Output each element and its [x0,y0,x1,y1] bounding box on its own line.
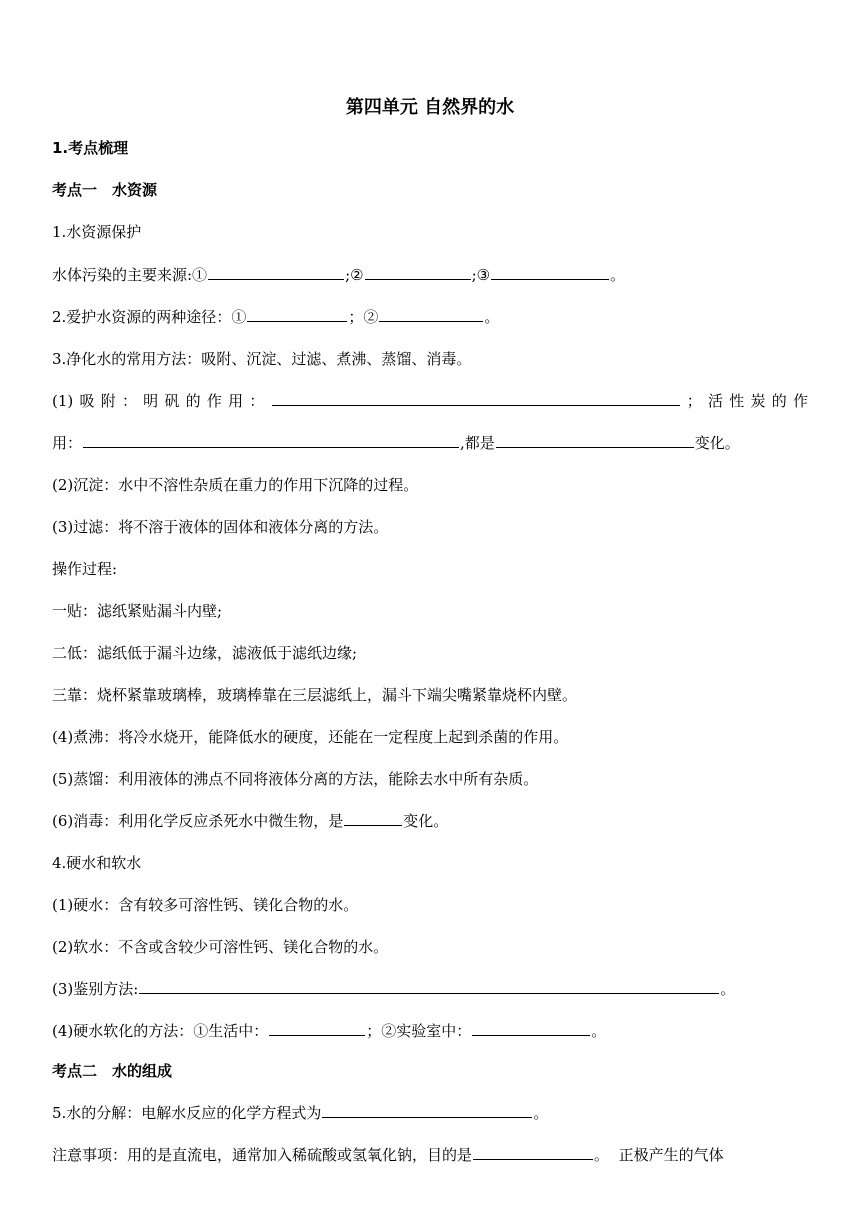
blank-protect-1 [247,306,347,322]
operation: 操作过程: [52,560,118,578]
hard-title: 4.硬水和软水 [52,854,142,872]
adsorb-line-2: 用： ,都是 变化。 [52,434,740,452]
blank-carbon [83,432,459,448]
item1-title: 1.水资源保护 [52,223,142,241]
disinfect: (6)消毒：利用化学反应杀死水中微生物，是 变化。 [52,812,449,830]
one-stick: 一贴：滤纸紧贴漏斗内壁; [52,602,223,620]
boil: (4)煮沸：将冷水烧开，能降低水的硬度，还能在一定程度上起到杀菌的作用。 [52,728,569,746]
blank-equation [322,1102,532,1118]
pollution-sources: 水体污染的主要来源:① ;② ;③ 。 [52,266,626,284]
blank-soften-lab [472,1020,590,1036]
blank-alum [272,390,680,406]
blank-pollution-1 [208,264,344,280]
two-low: 二低：滤纸低于漏斗边缘，滤液低于滤纸边缘; [52,644,358,662]
notes: 注意事项：用的是直流电，通常加入稀硫酸或氢氧化钠，目的是 。 正极产生的气体 [52,1146,724,1164]
hard-water: (1)硬水：含有较多可溶性钙、镁化合物的水。 [52,896,359,914]
distill: (5)蒸馏：利用液体的沸点不同将液体分离的方法，能除去水中所有杂质。 [52,770,539,788]
section-heading: 1.考点梳理 [52,139,129,157]
blank-soften-life [269,1020,365,1036]
blank-protect-2 [379,306,483,322]
blank-identify [139,978,719,994]
decompose: 5.水的分解：电解水反应的化学方程式为 。 [52,1104,549,1122]
purify-title: 3.净化水的常用方法：吸附、沉淀、过滤、煮沸、蒸馏、消毒。 [52,350,472,368]
settle: (2)沉淀：水中不溶性杂质在重力的作用下沉降的过程。 [52,476,419,494]
filter: (3)过滤：将不溶于液体的固体和液体分离的方法。 [52,518,389,536]
protect-water: 2.爱护水资源的两种途径：① ；② 。 [52,308,500,326]
kp2-heading: 考点二 水的组成 [52,1062,173,1080]
soft-water: (2)软水：不含或含较少可溶性钙、镁化合物的水。 [52,938,389,956]
identify: (3)鉴别方法: 。 [52,980,736,998]
blank-disinfect [344,810,402,826]
adsorb-line-1: (1) 吸 附 ： 明 矾 的 作 用 ： ； 活 性 炭 的 作 [52,392,808,410]
three-lean: 三靠：烧杯紧靠玻璃棒，玻璃棒靠在三层滤纸上，漏斗下端尖嘴紧靠烧杯内壁。 [52,686,578,704]
page-title: 第四单元 自然界的水 [345,97,515,118]
blank-purpose [473,1144,593,1160]
soften: (4)硬水软化的方法：①生活中： ；②实验室中： 。 [52,1022,607,1040]
blank-pollution-3 [491,264,609,280]
blank-pollution-2 [365,264,471,280]
blank-change-type [496,432,694,448]
kp1-heading: 考点一 水资源 [52,181,158,199]
